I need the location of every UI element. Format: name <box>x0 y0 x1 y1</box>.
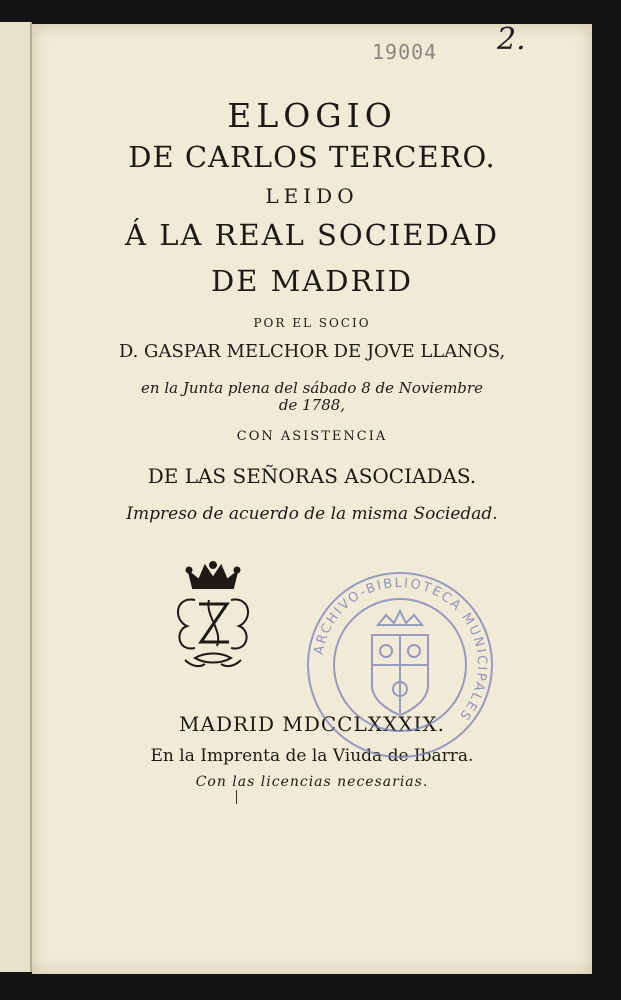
printed-note: Impreso de acuerdo de la misma Sociedad. <box>126 504 498 524</box>
imprint-city-year: MADRID MDCCLXXXIX. <box>179 712 445 736</box>
stamp-text: ARCHIVO-BIBLIOTECA MUNICIPALES <box>311 575 490 724</box>
occasion <box>32 380 592 414</box>
facing-page-edge <box>0 22 32 972</box>
author-name: D. GASPAR MELCHOR DE JOVE LLANOS, <box>118 341 506 362</box>
ink-mark <box>236 790 237 804</box>
accession-number: 19004 <box>372 40 438 64</box>
imprint-printer: En la Imprenta de la Viuda de Ibarra. <box>150 746 474 766</box>
title-elogio: ELOGIO <box>227 96 397 135</box>
title-page <box>32 24 592 974</box>
occasion-line-2: de 1788, <box>278 396 346 414</box>
title-carlos-tercero: DE CARLOS TERCERO. <box>128 140 496 174</box>
crown-icon <box>189 566 237 588</box>
attendees: DE LAS SEÑORAS ASOCIADAS. <box>147 464 477 488</box>
title-leido: LEIDO <box>265 184 359 208</box>
library-stamp <box>300 565 500 765</box>
by-line: POR EL SOCIO <box>253 316 371 330</box>
crowned-monogram-emblem <box>165 560 261 672</box>
page-number: 2. <box>497 22 526 57</box>
imprint-license: Con las licencias necesarias. <box>195 774 429 790</box>
title-real-sociedad: Á LA REAL SOCIEDAD <box>125 218 499 252</box>
title-madrid: DE MADRID <box>210 264 414 298</box>
occasion-line-1: en la Junta plena del sábado 8 de Noviembre <box>141 379 483 397</box>
attendance-heading: CON ASISTENCIA <box>236 429 388 444</box>
